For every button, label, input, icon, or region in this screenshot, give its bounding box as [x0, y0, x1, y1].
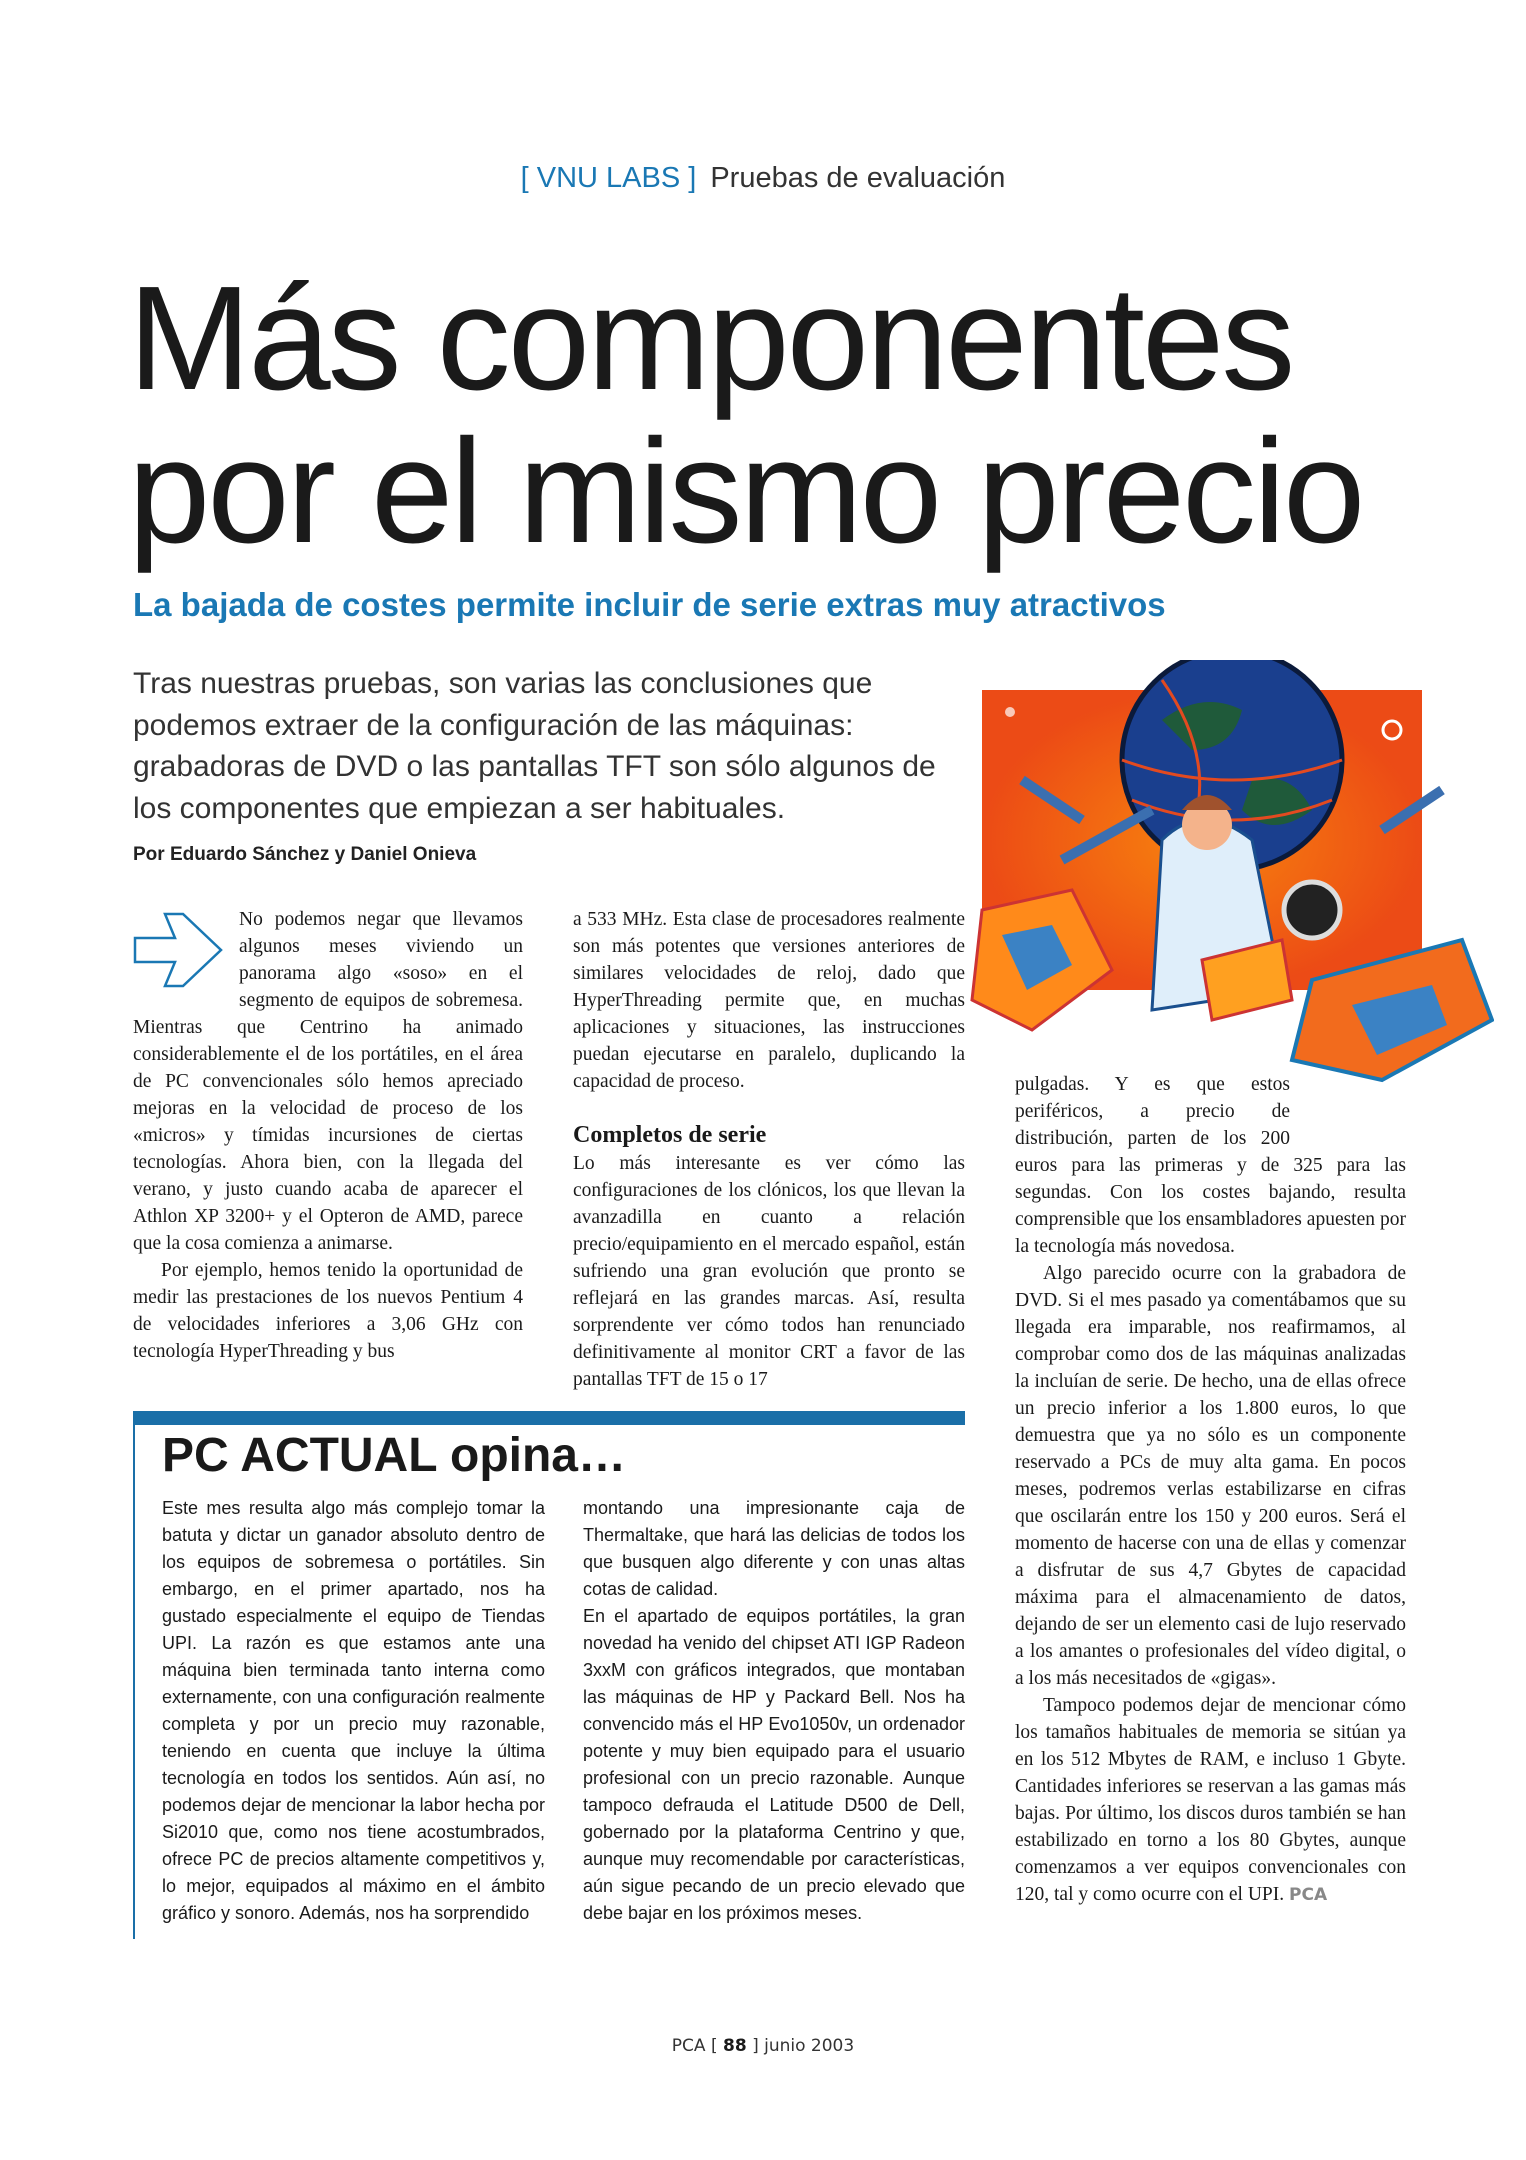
- article-column-3: [1015, 1071, 1406, 1909]
- article-subtitle: La bajada de costes permite incluir de serie extras muy atractivos: [133, 586, 1166, 623]
- section-heading: Completos de serie: [573, 1122, 767, 1148]
- opinion-column-1: [162, 1495, 545, 1927]
- title-line-1: Más componentes: [128, 256, 1293, 421]
- opinion-box-title: PC ACTUAL opina…: [162, 1429, 626, 1482]
- arrow-right-icon: [133, 910, 223, 990]
- end-mark: PCA: [1289, 1885, 1328, 1905]
- title-line-2: por el mismo precio: [128, 409, 1363, 574]
- byline: Por Eduardo Sánchez y Daniel Onieva: [133, 844, 477, 865]
- opinion-column-2: [583, 1495, 965, 1927]
- paragraph: Este mes resulta algo más complejo tomar la batuta y dictar un ganador absoluto dentro de los equipos de sobremesa o portátiles. Sin embargo, en el primer apartado, nos ha gustado especialmente el equipo de Tiendas UPI. La razón es que estamos ante una máquina bien terminada tanto interna como externamente, con una configuración realmente completa y por un precio muy razonable, teniendo en cuenta que incluye la última tecnología en todos los sentidos. Aún así, no podemos dejar de mencionar la labor hecha por Si2010 que, como nos tiene acostumbrados, ofrece PC de precios altamente competitivos y, lo mejor, equipados al máximo en el ámbito gráfico y sonoro. Además, nos ha sorprendido: [162, 1498, 545, 1923]
- article-column-2: [573, 906, 965, 1393]
- opinion-box-body: [133, 1425, 965, 1939]
- paragraph: montando una impresionante caja de Thermaltake, que hará las delicias de todos los que busquen algo diferente y con unas altas cotas de calidad.: [583, 1498, 965, 1599]
- article-left-stack: [133, 906, 965, 1939]
- paragraph: En el apartado de equipos portátiles, la gran novedad ha venido del chipset ATI IGP Radeon 3xxM con gráficos integrados, que montaban las máquinas de HP y Packard Bell. Nos ha convencido más el HP Evo1050v, un ordenador potente y muy bien equipado para el usuario profesional con un precio razonable. Aunque tampoco defrauda el Latitude D500 de Dell, gobernado por la plataforma Centrino y que, aunque muy recomendable por características, aún sigue pecando de un precio elevado que debe bajar en los próximos meses.: [583, 1606, 965, 1923]
- section-header: [0, 162, 1526, 195]
- page-number: 88: [723, 2036, 747, 2056]
- article-intro: Tras nuestras pruebas, son varias las conclusiones que podemos extraer de la configuración de las máquinas: grabadoras de DVD o las pantallas TFT son sólo algunos de los componentes que empiezan a ser habituales.: [133, 667, 936, 825]
- paragraph: a 533 MHz. Esta clase de procesadores realmente son más potentes que versiones anteriores de similares velocidades de reloj, dado que HyperThreading permite que, en muchas aplicaciones y situaciones, las instrucciones puedan ejecutarse en paralelo, duplicando la capacidad de proceso.: [573, 909, 965, 1092]
- footer-date: junio 2003: [764, 2036, 855, 2056]
- paragraph: No podemos negar que llevamos algunos meses viviendo un panorama algo «soso» en el segmento de equipos de sobremesa. Mientras que Centrino ha animado considerablemente el de los portátiles, en el área de PC convencionales sólo hemos apreciado mejoras en la velocidad de proceso de los «micros» y tímidas incursiones de ciertas tecnologías. Ahora bien, con la llegada del verano, y justo cuando acaba de aparecer el Athlon XP 3200+ y el Opteron de AMD, parece que la cosa comienza a animarse.: [133, 909, 523, 1254]
- section-tag: [ VNU LABS ]: [520, 162, 697, 194]
- paragraph: pulgadas. Y es que estos periféricos, a precio de distribución, parten de los 200 euros para las primeras y de 325 para las segundas. Con los costes bajando, resulta comprensible que los ensambladores apuesten por la tecnología más novedosa.: [1015, 1074, 1406, 1257]
- article-lead: [133, 585, 1166, 867]
- article-title: [128, 256, 1363, 574]
- article-illustration: [962, 660, 1494, 1100]
- opinion-box-top-bar: [133, 1411, 965, 1425]
- paragraph: Lo más interesante es ver cómo las configuraciones de los clónicos, los que llevan la avanzadilla en cuanto a relación precio/equipamiento en el mercado español, están sufriendo una gran evolución que pronto se reflejará en las grandes marcas. Así, resulta sorprendente ver cómo todos han renunciado definitivamente al monitor CRT a favor de las pantallas TFT de 15 o 17: [573, 1153, 965, 1390]
- page-footer: PCA [ 88 ] junio 2003: [671, 2036, 855, 2056]
- paragraph: Por ejemplo, hemos tenido la oportunidad de medir las prestaciones de los nuevos Pentium 4 de velocidades inferiores a 3,06 GHz con tecnología HyperThreading y bus: [133, 1260, 523, 1362]
- section-name: Pruebas de evaluación: [710, 162, 1006, 194]
- paragraph: Algo parecido ocurre con la grabadora de DVD. Si el mes pasado ya comentábamos que su llegada era imparable, nos reafirmamos, al comprobar como dos de las máquinas analizadas la incluían de serie. De hecho, una de ellas ofrece un precio inferior a los 1.800 euros, lo que demuestra que ya no sólo es un componente reservado a PCs de muy alta gama. En pocos meses, podremos verlas estabilizarse en cifras que oscilarán entre los 150 y 200 euros. Será el momento de hacerse con una de ellas y comenzar a disfrutar de sus 4,7 Gbytes de capacidad máxima para el almacenamiento de datos, dejando de ser un elemento casi de lujo reservado a los amantes o profesionales del vídeo digital, o a los más necesitados de «gigas».: [1015, 1263, 1406, 1689]
- footer-magazine: PCA: [671, 2036, 706, 2056]
- article-column-1: [133, 906, 523, 1365]
- paragraph: [1015, 1692, 1406, 1909]
- paragraph-text: Tampoco podemos dejar de mencionar cómo los tamaños habituales de memoria se sitúan ya en los 512 Mbytes de RAM, e incluso 1 Gbyte. Cantidades inferiores se reservan a las gamas más bajas. Por último, los discos duros también se han estabilizado en torno a los 80 Gbytes, aunque comenzamos a ver equipos convencionales con 120, tal y como ocurre con el UPI.: [1015, 1695, 1406, 1905]
- opinion-box: [133, 1411, 965, 1939]
